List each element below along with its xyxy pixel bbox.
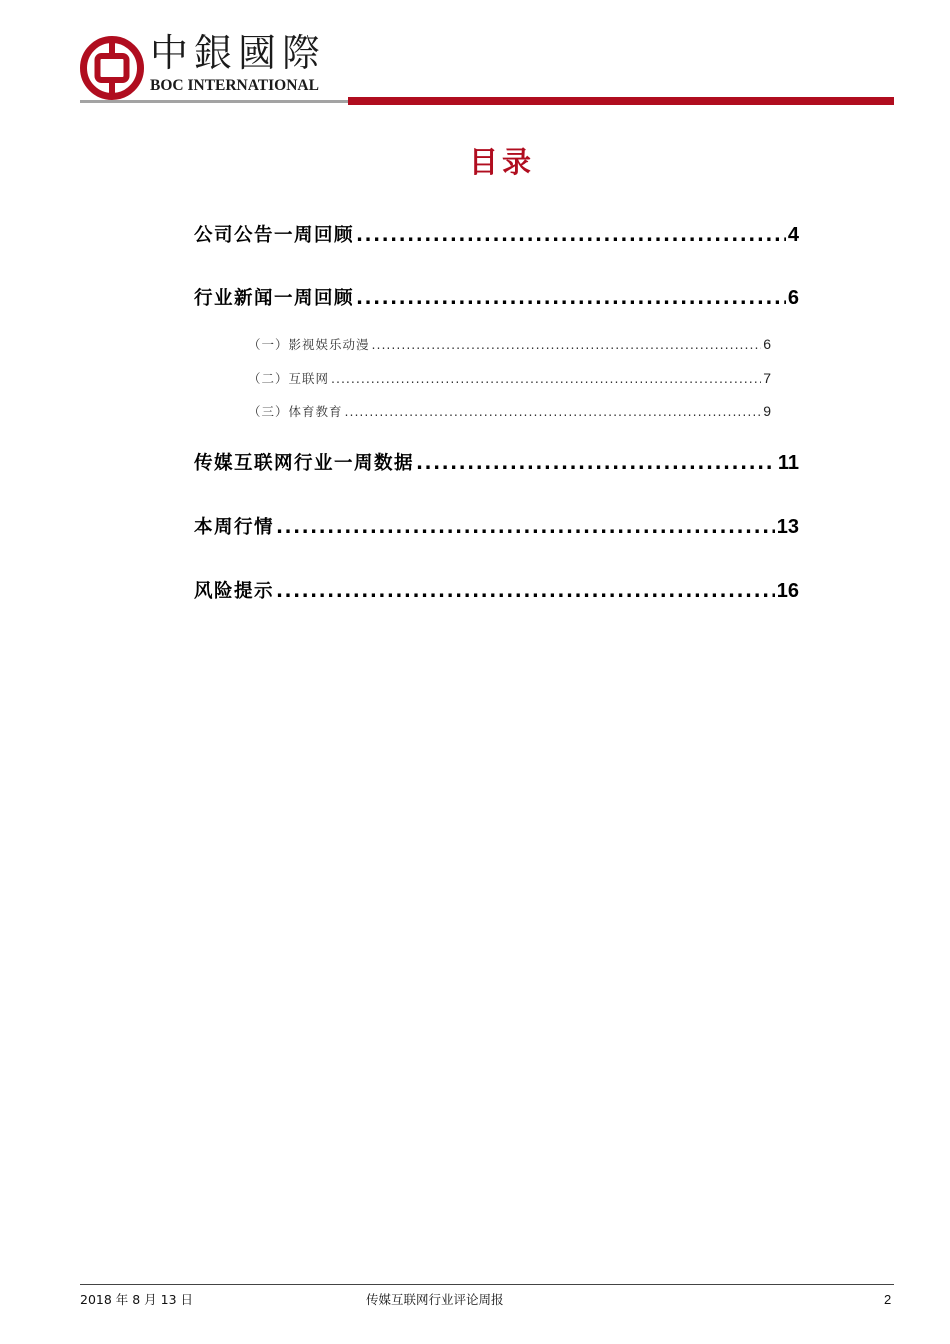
toc-entry-label: 本周行情: [194, 517, 275, 538]
boc-logo-icon: [80, 36, 144, 100]
toc-leader-dots: [276, 577, 775, 606]
footer-report-name: 传媒互联网行业评论周报: [366, 1292, 504, 1307]
toc-entry-page: 11: [777, 452, 799, 474]
toc-entry[interactable]: [194, 220, 799, 250]
toc-subentry[interactable]: [248, 333, 771, 355]
toc-subentry[interactable]: [248, 367, 771, 389]
footer-page-number: 2: [884, 1292, 892, 1307]
toc-entry[interactable]: [194, 512, 799, 542]
toc-subentry[interactable]: [248, 400, 771, 422]
toc-entry[interactable]: [194, 283, 799, 313]
logo-english-name: BOC INTERNATIONAL: [150, 77, 319, 94]
toc-leader-dots: [331, 368, 761, 389]
footer-rule: [80, 1284, 894, 1285]
toc-entry-label: 公司公告一周回顾: [194, 225, 355, 246]
toc-leader-dots: [276, 513, 775, 542]
header-rule-red: [348, 97, 894, 105]
toc-title: 目录: [468, 145, 535, 179]
toc-subentry-page: 9: [763, 403, 771, 419]
toc-entry-page: 4: [787, 224, 799, 246]
toc-entry-label: 风险提示: [194, 581, 275, 602]
toc-leader-dots: [356, 284, 786, 313]
toc-leader-dots: [416, 449, 776, 478]
toc-subentry-label: （一）影视娱乐动漫: [248, 337, 370, 352]
toc-entry-page: 16: [776, 580, 799, 602]
toc-leader-dots: [372, 334, 762, 355]
toc-entry[interactable]: [194, 448, 799, 478]
toc-subentry-page: 7: [763, 370, 771, 386]
toc-subentry-page: 6: [763, 336, 771, 352]
toc-entry-page: 13: [776, 516, 799, 538]
header-rule-gray: [80, 100, 348, 103]
footer-date: 2018 年 8 月 13 日: [80, 1292, 194, 1307]
toc-subentry-label: （三）体育教育: [248, 404, 343, 419]
toc-entry-label: 传媒互联网行业一周数据: [194, 453, 415, 474]
logo-chinese-name: 中銀國際: [150, 31, 327, 75]
toc-leader-dots: [356, 221, 786, 250]
toc-entry[interactable]: [194, 576, 799, 606]
toc-subentry-label: （二）互联网: [248, 371, 330, 386]
toc-leader-dots: [345, 401, 762, 422]
toc-entry-label: 行业新闻一周回顾: [194, 288, 355, 309]
toc-entry-page: 6: [787, 287, 799, 309]
